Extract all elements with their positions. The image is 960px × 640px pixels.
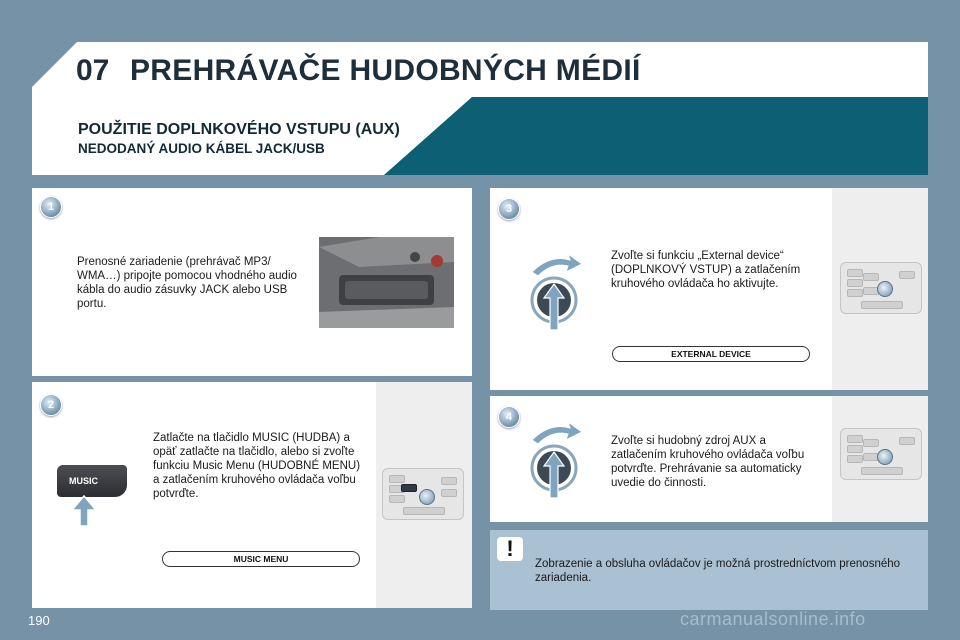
step-1-badge: 1 <box>40 196 62 218</box>
warning-text: Zobrazenie a obsluha ovládačov je možná prostredníctvom prenosného zariadenia. <box>535 558 901 584</box>
section-subtitle: NEDODANÝ AUDIO KÁBEL JACK/USB <box>78 141 325 156</box>
external-device-pill: EXTERNAL DEVICE <box>612 346 810 362</box>
watermark: carmanualsonline.info <box>680 609 866 629</box>
chapter-number: 07 <box>76 54 110 87</box>
step-4-text: Zvoľte si hudobný zdroj AUX a zatlačením kruhového ovládača voľbu potvrďte. Prehrávanie sa automaticky uvedie do činnosti. <box>611 435 805 489</box>
rotate-press-icon <box>520 250 590 332</box>
music-button[interactable]: MUSIC <box>57 465 127 497</box>
radio-console-2 <box>382 468 464 520</box>
press-arrow-icon <box>70 494 98 528</box>
step-4-badge: 4 <box>498 406 520 428</box>
step-2-badge: 2 <box>40 394 62 416</box>
radio-console-4 <box>840 428 922 480</box>
step-1-text: Prenosné zariadenie (prehrávač MP3/ WMA…) pripojte pomocou vhodného audio kábla do audio zásuvky JACK alebo USB portu. <box>77 256 297 310</box>
step-2-text: Zatlačte na tlačidlo MUSIC (HUDBA) a opäť zatlačte na tlačidlo, alebo si zvoľte funkciu Music Menu (HUDOBNÉ MENU) a zatlačením kruhového ovládača voľbu potvrďte. <box>153 432 361 500</box>
section-title: POUŽITIE DOPLNKOVÉHO VSTUPU (AUX) <box>78 121 400 138</box>
music-menu-pill: MUSIC MENU <box>162 551 360 567</box>
radio-console-3 <box>840 262 922 314</box>
page-title: PREHRÁVAČE HUDOBNÝCH MÉDIÍ <box>130 54 641 87</box>
glovebox-photo-icon <box>319 237 454 328</box>
warning-icon: ! <box>497 537 523 561</box>
step-3-badge: 3 <box>498 198 520 220</box>
page-number: 190 <box>28 613 50 628</box>
rotate-press-icon-2 <box>520 418 590 500</box>
glovebox-photo <box>319 237 454 328</box>
step-3-text: Zvoľte si funkciu „External device“ (DOPLNKOVÝ VSTUP) a zatlačením kruhového ovládača ho aktivujte. <box>611 250 801 290</box>
